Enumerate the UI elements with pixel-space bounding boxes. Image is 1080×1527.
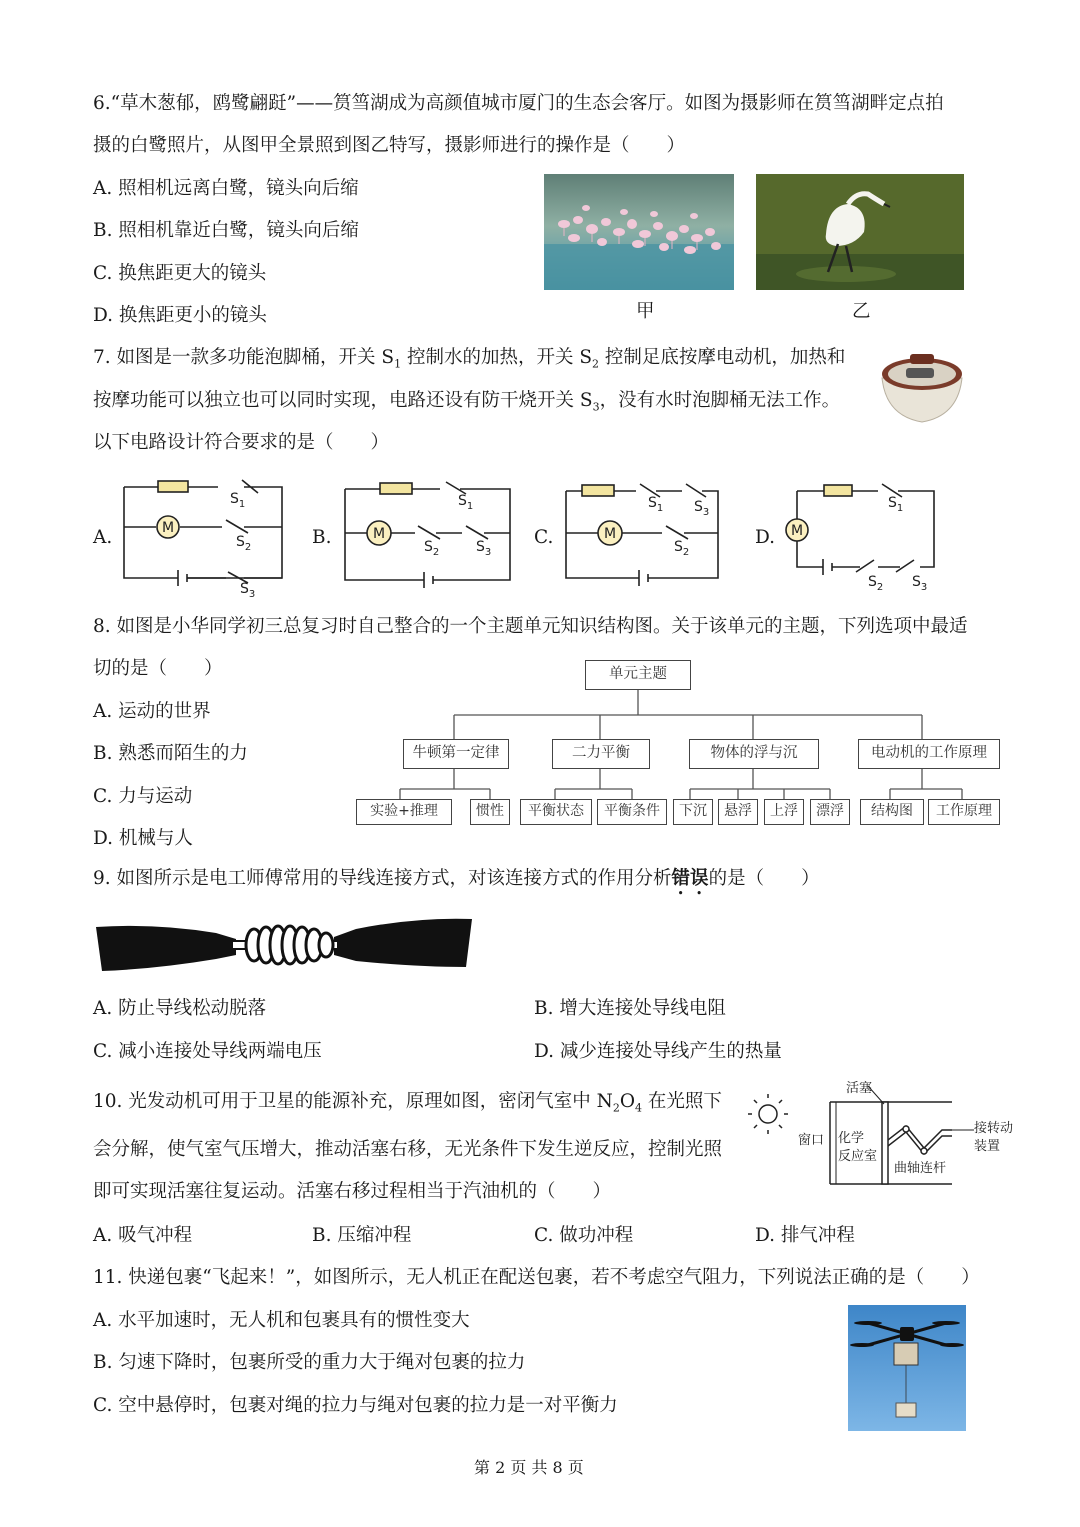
q6-option-a: A. 照相机远离白鹭，镜头向后缩 xyxy=(93,178,359,199)
q10-stem-line3: 即可实现活塞往复运动。活塞右移过程相当于汽油机的（ ） xyxy=(93,1181,612,1202)
motor-d: M xyxy=(790,523,804,539)
circuit-a-label: A. xyxy=(93,527,113,548)
q9-emphasis-wrong: 错误 xyxy=(671,868,709,889)
tree-root: 单元主题 xyxy=(585,660,691,690)
delivery-drone-photo xyxy=(848,1305,966,1431)
q9-stem-part-a: 9. 如图所示是电工师傅常用的导线连接方式，对该连接方式的作用分析 xyxy=(93,868,672,889)
a-s3: $S_3$ xyxy=(240,581,256,600)
tree-node-newton: 牛顿第一定律 xyxy=(403,739,509,769)
tree-leaf-inertia: 惯性 xyxy=(470,799,510,825)
tree-node-float: 物体的浮与沉 xyxy=(689,739,819,769)
q9-stem xyxy=(93,867,820,899)
label-piston: 活塞 xyxy=(846,1081,873,1096)
q7-line1-part-a: 7. 如图是一款多功能泡脚桶，开关 S xyxy=(93,347,395,368)
q10-stem-line1 xyxy=(93,1090,722,1121)
q11-option-c: C. 空中悬停时，包裹对绳的拉力与绳对包裹的拉力是一对平衡力 xyxy=(93,1395,618,1416)
egret-flock-photo xyxy=(544,174,734,290)
q10-sub-2: 2 xyxy=(612,1101,620,1115)
caption-jia: 甲 xyxy=(636,301,655,322)
q7-line2-sub3: 3 xyxy=(592,400,600,414)
label-chamber-1: 化学 xyxy=(838,1131,865,1146)
d-s3: $S_3$ xyxy=(912,574,928,593)
q7-line1-part-c: 控制水的加热，开关 S xyxy=(401,347,593,368)
b-s1: $S_1$ xyxy=(458,493,474,512)
q8-option-a: A. 运动的世界 xyxy=(93,701,211,722)
label-output-2: 装置 xyxy=(974,1139,1001,1154)
tree-leaf-experiment: 实验+推理 xyxy=(356,799,452,825)
q7-line1-part-e: 控制足底按摩电动机，加热和 xyxy=(599,347,846,368)
tree-leaf-balance-condition: 平衡条件 xyxy=(597,799,667,825)
label-output-1: 接转动 xyxy=(974,1121,1014,1136)
tree-leaf-principle: 工作原理 xyxy=(928,799,1000,825)
foot-bath-photo xyxy=(876,338,968,430)
q10-sub-4: 4 xyxy=(635,1101,643,1115)
q7-line1-sub1: 1 xyxy=(394,357,402,371)
q6-option-d: D. 换焦距更小的镜头 xyxy=(93,305,267,326)
d-s1: $S_1$ xyxy=(888,495,904,514)
q9-stem-part-c: 的是（ ） xyxy=(708,868,820,889)
light-engine-diagram xyxy=(746,1074,1036,1194)
q6-stem-line1: 6.“草木葱郁，鸥鹭翩跹”——筼筜湖成为高颜值城市厦门的生态会客厅。如图为摄影师在筼筜湖畔定点拍 xyxy=(93,93,944,114)
q6-stem-line2: 摄的白鹭照片，从图甲全景照到图乙特写，摄影师进行的操作是（ ） xyxy=(93,135,686,156)
q8-option-d: D. 机械与人 xyxy=(93,828,193,849)
tree-leaf-sink: 下沉 xyxy=(673,799,713,825)
q7-line2-part-c: ，没有水时泡脚桶无法工作。 xyxy=(599,390,841,411)
motor-c: M xyxy=(603,526,617,542)
tree-node-motor: 电动机的工作原理 xyxy=(858,739,1000,769)
sun-icon xyxy=(759,1105,777,1123)
d-s2: $S_2$ xyxy=(868,574,884,593)
q10-line1-part-e: 在光照下 xyxy=(642,1091,722,1112)
tree-leaf-rise: 上浮 xyxy=(764,799,804,825)
caption-yi: 乙 xyxy=(852,301,871,322)
a-s2: $S_2$ xyxy=(236,534,252,553)
circuit-d xyxy=(786,484,934,575)
q10-stem-line2: 会分解，使气室气压增大，推动活塞右移，无光条件下发生逆反应，控制光照 xyxy=(93,1139,723,1160)
circuit-c-label: C. xyxy=(534,527,554,548)
motor-b: M xyxy=(372,526,386,542)
circuit-diagrams xyxy=(0,470,1080,600)
c-s2: $S_2$ xyxy=(674,539,690,558)
tree-node-balance: 二力平衡 xyxy=(552,739,650,769)
q7-line1-sub2: 2 xyxy=(592,357,600,371)
q11-option-a: A. 水平加速时，无人机和包裹具有的惯性变大 xyxy=(93,1310,470,1331)
q10-option-b: B. 压缩冲程 xyxy=(312,1225,412,1246)
circuit-d-label: D. xyxy=(755,527,776,548)
circuit-b xyxy=(345,482,510,588)
q10-option-a: A. 吸气冲程 xyxy=(93,1225,193,1246)
page-footer: 第 2 页 共 8 页 xyxy=(474,1458,584,1477)
q8-option-b: B. 熟悉而陌生的力 xyxy=(93,743,248,764)
q10-option-c: C. 做功冲程 xyxy=(534,1225,634,1246)
egret-closeup-photo xyxy=(756,174,964,290)
q10-option-d: D. 排气冲程 xyxy=(755,1225,855,1246)
q6-option-b: B. 照相机靠近白鹭，镜头向后缩 xyxy=(93,220,359,241)
c-s1: $S_1$ xyxy=(648,495,664,514)
q6-option-c: C. 换焦距更大的镜头 xyxy=(93,263,267,284)
q9-option-c: C. 减小连接处导线两端电压 xyxy=(93,1041,322,1062)
tree-leaf-balance-state: 平衡状态 xyxy=(520,799,592,825)
q9-option-a: A. 防止导线松动脱落 xyxy=(93,998,267,1019)
circuit-b-label: B. xyxy=(312,527,332,548)
q8-stem-line1: 8. 如图是小华同学初三总复习时自己整合的一个主题单元知识结构图。关于该单元的主题，下列选项中最适 xyxy=(93,616,968,637)
motor-a: M xyxy=(161,520,175,536)
q10-line1-part-c: O xyxy=(619,1091,636,1112)
q8-option-c: C. 力与运动 xyxy=(93,786,193,807)
q11-option-b: B. 匀速下降时，包裹所受的重力大于绳对包裹的拉力 xyxy=(93,1352,526,1373)
q7-stem-line1 xyxy=(93,346,845,377)
q8-stem-line2: 切的是（ ） xyxy=(93,658,223,679)
tree-leaf-structure: 结构图 xyxy=(860,799,924,825)
q7-line2-part-a: 按摩功能可以独立也可以同时实现，电路还设有防干烧开关 S xyxy=(93,390,593,411)
q7-stem-line3: 以下电路设计符合要求的是（ ） xyxy=(93,432,390,453)
label-window: 窗口 xyxy=(798,1133,825,1148)
q9-option-d: D. 减少连接处导线产生的热量 xyxy=(534,1041,782,1062)
q9-option-b: B. 增大连接处导线电阻 xyxy=(534,998,726,1019)
q11-stem: 11. 快递包裹“飞起来！”，如图所示，无人机正在配送包裹，若不考虑空气阻力，下列说法正确的是（ ） xyxy=(93,1267,980,1288)
c-s3: $S_3$ xyxy=(694,499,710,518)
label-chamber-2: 反应室 xyxy=(838,1149,878,1164)
q7-stem-line2 xyxy=(93,389,840,420)
a-s1: $S_1$ xyxy=(230,491,246,510)
tree-leaf-float: 漂浮 xyxy=(810,799,850,825)
tree-leaf-suspend: 悬浮 xyxy=(718,799,758,825)
label-crank: 曲轴连杆 xyxy=(894,1161,947,1176)
b-s3: $S_3$ xyxy=(476,539,492,558)
wire-joint-figure xyxy=(96,915,472,975)
q10-line1-part-a: 10. 光发动机可用于卫星的能源补充，原理如图，密闭气室中 N xyxy=(93,1091,613,1112)
b-s2: $S_2$ xyxy=(424,539,440,558)
circuit-a xyxy=(124,480,282,586)
